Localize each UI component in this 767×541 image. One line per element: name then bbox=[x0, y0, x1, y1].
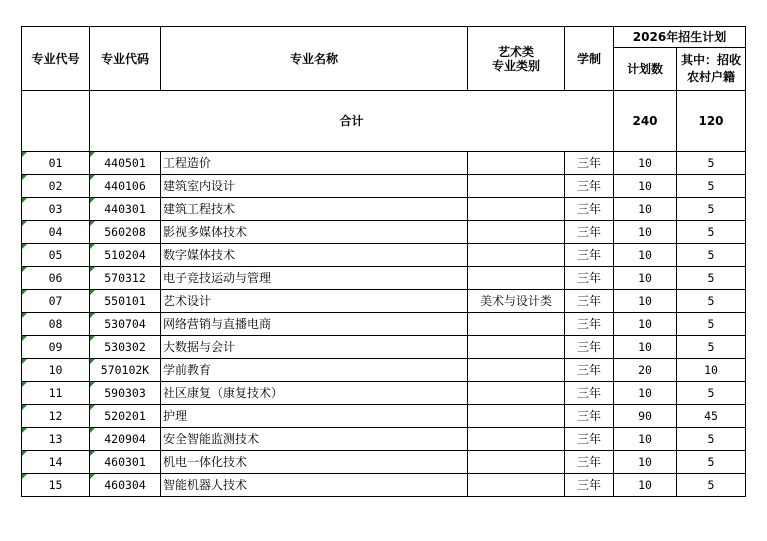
header-art-category-text: 艺术类 专业类别 bbox=[491, 44, 540, 73]
cell-major-no[interactable]: 10 bbox=[22, 359, 90, 382]
cell-plan-count[interactable]: 10 bbox=[614, 336, 677, 359]
cell-plan-count[interactable]: 10 bbox=[614, 267, 677, 290]
cell-duration[interactable]: 三年 bbox=[565, 198, 614, 221]
cell-major-code[interactable]: 590303 bbox=[90, 382, 161, 405]
table-row bbox=[22, 405, 746, 428]
summary-empty-cell[interactable] bbox=[22, 91, 90, 152]
cell-rural-count[interactable]: 5 bbox=[677, 336, 746, 359]
table-row bbox=[22, 244, 746, 267]
cell-major-code[interactable]: 530704 bbox=[90, 313, 161, 336]
cell-art-category[interactable] bbox=[468, 382, 565, 405]
cell-rural-count[interactable]: 5 bbox=[677, 152, 746, 175]
table-row bbox=[22, 198, 746, 221]
table-row bbox=[22, 152, 746, 175]
cell-rural-count[interactable]: 5 bbox=[677, 175, 746, 198]
cell-art-category[interactable] bbox=[468, 359, 565, 382]
cell-art-category[interactable] bbox=[468, 428, 565, 451]
cell-major-code[interactable]: 560208 bbox=[90, 221, 161, 244]
table-row bbox=[22, 382, 746, 405]
cell-duration[interactable]: 三年 bbox=[565, 336, 614, 359]
cell-major-no[interactable]: 15 bbox=[22, 474, 90, 497]
cell-art-category[interactable] bbox=[468, 405, 565, 428]
summary-row bbox=[22, 91, 746, 152]
cell-rural-count[interactable]: 5 bbox=[677, 221, 746, 244]
header-row-top bbox=[22, 27, 746, 48]
cell-major-code[interactable]: 460301 bbox=[90, 451, 161, 474]
cell-duration[interactable]: 三年 bbox=[565, 474, 614, 497]
cell-major-no[interactable]: 07 bbox=[22, 290, 90, 313]
cell-plan-count[interactable]: 10 bbox=[614, 221, 677, 244]
cell-rural-count[interactable]: 5 bbox=[677, 290, 746, 313]
cell-major-name[interactable]: 机电一体化技术 bbox=[161, 451, 468, 474]
cell-rural-count[interactable]: 10 bbox=[677, 359, 746, 382]
cell-duration[interactable]: 三年 bbox=[565, 175, 614, 198]
cell-plan-count[interactable]: 10 bbox=[614, 198, 677, 221]
cell-plan-count[interactable]: 10 bbox=[614, 474, 677, 497]
table-row bbox=[22, 451, 746, 474]
cell-major-code[interactable]: 520201 bbox=[90, 405, 161, 428]
cell-major-name[interactable]: 建筑室内设计 bbox=[161, 175, 468, 198]
cell-major-code[interactable]: 550101 bbox=[90, 290, 161, 313]
cell-major-name[interactable]: 社区康复（康复技术） bbox=[161, 382, 468, 405]
cell-plan-count[interactable]: 10 bbox=[614, 290, 677, 313]
cell-major-code[interactable]: 440501 bbox=[90, 152, 161, 175]
cell-rural-count[interactable]: 5 bbox=[677, 267, 746, 290]
cell-major-no[interactable]: 06 bbox=[22, 267, 90, 290]
cell-duration[interactable]: 三年 bbox=[565, 428, 614, 451]
cell-art-category[interactable] bbox=[468, 175, 565, 198]
header-rural-count[interactable]: 其中：招收农村户籍 bbox=[677, 48, 746, 91]
cell-art-category[interactable] bbox=[468, 313, 565, 336]
cell-major-no[interactable]: 01 bbox=[22, 152, 90, 175]
cell-duration[interactable]: 三年 bbox=[565, 267, 614, 290]
cell-major-no[interactable]: 11 bbox=[22, 382, 90, 405]
cell-plan-count[interactable]: 10 bbox=[614, 428, 677, 451]
cell-major-no[interactable]: 13 bbox=[22, 428, 90, 451]
cell-duration[interactable]: 三年 bbox=[565, 244, 614, 267]
cell-art-category[interactable] bbox=[468, 198, 565, 221]
cell-major-code[interactable]: 460304 bbox=[90, 474, 161, 497]
cell-major-no[interactable]: 05 bbox=[22, 244, 90, 267]
cell-major-name[interactable]: 大数据与会计 bbox=[161, 336, 468, 359]
cell-duration[interactable]: 三年 bbox=[565, 451, 614, 474]
cell-major-name[interactable]: 电子竞技运动与管理 bbox=[161, 267, 468, 290]
cell-major-code[interactable]: 530302 bbox=[90, 336, 161, 359]
cell-rural-count[interactable]: 5 bbox=[677, 313, 746, 336]
cell-major-code[interactable]: 420904 bbox=[90, 428, 161, 451]
cell-rural-count[interactable]: 5 bbox=[677, 198, 746, 221]
cell-plan-count[interactable]: 90 bbox=[614, 405, 677, 428]
cell-art-category[interactable] bbox=[468, 221, 565, 244]
cell-major-name[interactable]: 智能机器人技术 bbox=[161, 474, 468, 497]
header-art-category[interactable] bbox=[468, 27, 565, 91]
table-row bbox=[22, 474, 746, 497]
cell-major-name[interactable]: 学前教育 bbox=[161, 359, 468, 382]
cell-major-name[interactable]: 安全智能监测技术 bbox=[161, 428, 468, 451]
header-duration[interactable]: 学制 bbox=[565, 27, 614, 91]
cell-duration[interactable]: 三年 bbox=[565, 382, 614, 405]
cell-plan-count[interactable]: 10 bbox=[614, 152, 677, 175]
cell-duration[interactable]: 三年 bbox=[565, 313, 614, 336]
cell-art-category[interactable] bbox=[468, 451, 565, 474]
cell-major-name[interactable]: 影视多媒体技术 bbox=[161, 221, 468, 244]
cell-art-category[interactable] bbox=[468, 244, 565, 267]
cell-rural-count[interactable]: 5 bbox=[677, 382, 746, 405]
table-row bbox=[22, 428, 746, 451]
summary-plan-total[interactable]: 240 bbox=[614, 91, 677, 152]
cell-duration[interactable]: 三年 bbox=[565, 221, 614, 244]
table-row bbox=[22, 313, 746, 336]
cell-rural-count[interactable]: 5 bbox=[677, 451, 746, 474]
table-row bbox=[22, 267, 746, 290]
cell-plan-count[interactable]: 10 bbox=[614, 244, 677, 267]
cell-major-no[interactable]: 02 bbox=[22, 175, 90, 198]
cell-major-name[interactable]: 艺术设计 bbox=[161, 290, 468, 313]
table-row bbox=[22, 336, 746, 359]
cell-major-name[interactable]: 数字媒体技术 bbox=[161, 244, 468, 267]
cell-major-name[interactable]: 护理 bbox=[161, 405, 468, 428]
cell-major-name[interactable]: 工程造价 bbox=[161, 152, 468, 175]
cell-major-code[interactable]: 440106 bbox=[90, 175, 161, 198]
cell-art-category[interactable] bbox=[468, 336, 565, 359]
cell-duration[interactable]: 三年 bbox=[565, 290, 614, 313]
cell-art-category[interactable] bbox=[468, 267, 565, 290]
header-plan-count[interactable]: 计划数 bbox=[614, 48, 677, 91]
cell-duration[interactable]: 三年 bbox=[565, 405, 614, 428]
cell-plan-count[interactable]: 10 bbox=[614, 313, 677, 336]
cell-plan-count[interactable]: 10 bbox=[614, 382, 677, 405]
header-major-name[interactable]: 专业名称 bbox=[161, 27, 468, 91]
cell-art-category[interactable] bbox=[468, 152, 565, 175]
cell-major-no[interactable]: 12 bbox=[22, 405, 90, 428]
enrollment-plan-sheet bbox=[21, 26, 746, 497]
table-row bbox=[22, 175, 746, 198]
header-plan-group[interactable]: 2026年招生计划 bbox=[614, 27, 746, 48]
table-row bbox=[22, 359, 746, 382]
cell-plan-count[interactable]: 20 bbox=[614, 359, 677, 382]
cell-major-name[interactable]: 网络营销与直播电商 bbox=[161, 313, 468, 336]
cell-art-category[interactable]: 美术与设计类 bbox=[468, 290, 565, 313]
cell-major-no[interactable]: 03 bbox=[22, 198, 90, 221]
header-major-no[interactable]: 专业代号 bbox=[22, 27, 90, 91]
cell-rural-count[interactable]: 5 bbox=[677, 244, 746, 267]
cell-duration[interactable]: 三年 bbox=[565, 359, 614, 382]
cell-rural-count[interactable]: 5 bbox=[677, 428, 746, 451]
cell-major-no[interactable]: 14 bbox=[22, 451, 90, 474]
cell-major-code[interactable]: 510204 bbox=[90, 244, 161, 267]
enrollment-plan-table bbox=[21, 26, 746, 497]
cell-plan-count[interactable]: 10 bbox=[614, 175, 677, 198]
cell-major-no[interactable]: 04 bbox=[22, 221, 90, 244]
header-major-code[interactable]: 专业代码 bbox=[90, 27, 161, 91]
table-row bbox=[22, 290, 746, 313]
cell-major-name[interactable]: 建筑工程技术 bbox=[161, 198, 468, 221]
cell-major-code[interactable]: 570312 bbox=[90, 267, 161, 290]
cell-duration[interactable]: 三年 bbox=[565, 152, 614, 175]
cell-major-code[interactable]: 440301 bbox=[90, 198, 161, 221]
cell-plan-count[interactable]: 10 bbox=[614, 451, 677, 474]
cell-major-code[interactable]: 570102K bbox=[90, 359, 161, 382]
cell-major-no[interactable]: 08 bbox=[22, 313, 90, 336]
summary-rural-total[interactable]: 120 bbox=[677, 91, 746, 152]
table-row bbox=[22, 221, 746, 244]
cell-rural-count[interactable]: 45 bbox=[677, 405, 746, 428]
cell-rural-count[interactable]: 5 bbox=[677, 474, 746, 497]
summary-label-cell[interactable]: 合计 bbox=[90, 91, 614, 152]
table-body bbox=[22, 91, 746, 497]
cell-major-no[interactable]: 09 bbox=[22, 336, 90, 359]
cell-art-category[interactable] bbox=[468, 474, 565, 497]
